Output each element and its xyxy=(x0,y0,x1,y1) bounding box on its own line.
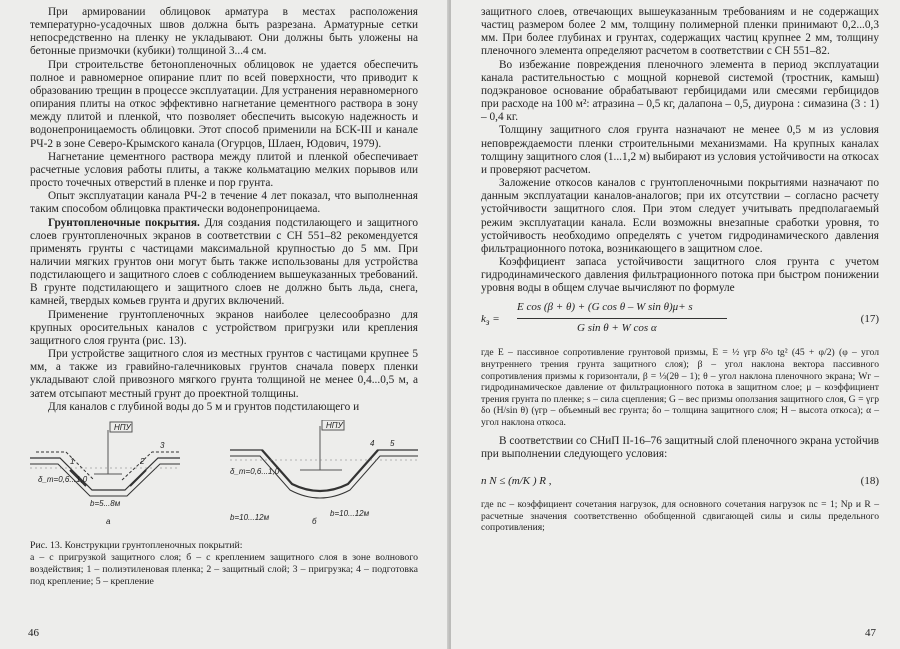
left-text-column xyxy=(30,6,418,588)
figure-13-drawing xyxy=(30,420,418,536)
figure-caption xyxy=(30,540,418,588)
dimension-label: b=5...8м xyxy=(90,498,121,508)
formula-explanation: где nс – коэффициент сочетания нагрузок, для основного сочетания нагрузок nс = 1; Nр и R – расчетные значения соответственно обобщенной сдвигающей силы и силы предельного сопротивления; xyxy=(481,498,879,534)
page-number-left: 46 xyxy=(28,627,39,639)
paragraph: Опыт эксплуатации канала РЧ-2 в течение 4 лет показал, что выполненная таким способом облицовка практически водонепроницаема. xyxy=(30,190,418,216)
formula-lhs: $k_з$ = xyxy=(481,313,500,328)
npu-label-b: НПУ xyxy=(326,420,343,430)
formula-17 xyxy=(481,301,879,341)
page-number-right: 47 xyxy=(865,627,876,639)
formula-number: (18) xyxy=(860,474,879,487)
section-heading: Грунтопленочные покрытия. xyxy=(48,216,200,229)
section-text: Для создания подстилающего и защитного слоев грунтопленочных экранов в соответствии с СН 551–82 рекомендуется применять грунты с частицами максимальной крупностью до 5 мм. При наличии мягких грунтов они могут быть также использованы для устройства подстилающего и защитного слоев с соблюдением вышеуказанных требований. В грунте подстилающего и защитного слоев не должно быть льда, снега, камней, твердых комьев грунта и других включений. xyxy=(30,216,418,308)
section-paragraph xyxy=(30,217,418,309)
paragraph: При строительстве бетонопленочных облицовок не удается обеспечить полное и равномерное опирание плит по всей поверхности, что приводит к образованию трещин в процессе эксплуатации. Для устранения неравномерного опирания плиты на откос эффективно нагнетание цементного раствора в зону между плитой и пленкой, что позволяет обеспечить высокую надежность и водонепроницаемость облицовки. Этот способ применили на БСК-III и канале РЧ-2 в зоне Северо-Крымского канала (Огурцов, Шлаен, Юдович, 1979). xyxy=(30,58,418,150)
paragraph: В соответствии со СНиП II-16–76 защитный слой пленочного экрана устойчив при выполнении следующего условия: xyxy=(481,434,879,460)
paragraph: Во избежание повреждения пленочного элемента в период эксплуатации канала растительностью с мощной корневой системой (тростник, камыш) подэкрановое основание обрабатывают гербицидами или смесями гербицидов при расходе на 100 м²: атразина – 0,5 кг, далапона – 0,5, диурона : симазина (3 : 1) – 0,4 кг. xyxy=(481,58,879,124)
figure-number: 5 xyxy=(390,438,395,448)
npu-label-a: НПУ xyxy=(114,422,131,432)
figure-number: 1 xyxy=(70,456,75,466)
caption-text: а – с пригрузкой защитного слоя; б – с креплением защитного слоя в зоне волнового воздействия; 1 – полиэтиленовая пленка; 2 – защитный слой; 3 – пригрузка; 4 – подготовка под крепление; 5 – крепление xyxy=(30,551,418,587)
paragraph: При армировании облицовок арматура в местах расположения температурно-усадочных швов должна быть разрезана. Арматурные сетки непосредственно на пленку не укладывают. Они должны быть уложены на бетонные призмочки (кубики) толщиной 3...4 см. xyxy=(30,6,418,58)
figure-number: 3 xyxy=(160,440,165,450)
figure-13 xyxy=(30,420,418,536)
paragraph: Применение грунтопленочных экранов наиболее целесообразно для крупных оросительных каналов с устройством пригрузки или крепления защитного слоя грунта (рис. 13). xyxy=(30,308,418,347)
paragraph: Толщину защитного слоя грунта назначают не менее 0,5 м из условия неповреждаемости пленки строительными механизмами. На крупных каналах толщину защитного слоя (1...1,2 м) выбирают из условия устойчивости на откосах и проверяют расчетом. xyxy=(481,124,879,176)
formula-number: (17) xyxy=(860,313,879,326)
caption-title: Рис. 13. Конструкции грунтопленочных покрытий: xyxy=(30,539,243,551)
formula-numerator: E cos (β + θ) + (G cos θ – W sin θ)μ+ s xyxy=(517,301,693,314)
figure-number: 2 xyxy=(140,456,145,466)
subfigure-label-b: б xyxy=(312,516,317,526)
dimension-label: b=10...12м xyxy=(330,508,370,518)
paragraph: защитного слоев, отвечающих вышеуказанным требованиям и не содержащих частиц размером более 2 мм, толщину полимерной пленки принимают 0,2...0,3 мм. При более глубинах и грунтах, содержащих частиц крупнее 2 мм, толщину пленочного элемента определяют расчетом в соответствии с СН 551–82. xyxy=(481,6,879,58)
subfigure-label-a: а xyxy=(106,516,111,526)
dimension-label: δ_т=0,6...1,0 xyxy=(38,474,88,484)
paragraph: Нагнетание цементного раствора между плитой и пленкой обеспечивает расчетные условия работы плиты, а также кольматацию мелких порывов или просто точечных отверстий в пленке и пор грунта. xyxy=(30,150,418,190)
paragraph: Коэффициент запаса устойчивости защитного слоя грунта с учетом гидродинамического давления фильтрационного потока при быстром понижении уровня воды в общем случае вычисляют по формуле xyxy=(481,255,879,295)
formula-18 xyxy=(481,471,879,493)
formula-explanation: где E – пассивное сопротивление грунтовой призмы, E = ½ γгр δ²о tg² (45 + φ/2) (φ – угол внутреннего трения грунта защитного слоя); β – угол наклона вектора пассивного сопротивления призмы к горизонтали, β = ⅓(2θ – 1); θ – угол наклона пленочного экрана; Wг – гидродинамическое давление от фильтрационного потока в защитном слое; μ – коэффициент трения грунта по пленке; s – сила сцепления; G – вес призмы оползания защитного слоя, G = γгр δо (H/sin θ) (γгр – объемный вес грунта; δо – толщина защитного слоя; H – высота откоса); α – угол наклона откоса. xyxy=(481,347,879,428)
dimension-label: δ_т=0,6...1,0 xyxy=(230,466,280,476)
left-page xyxy=(0,0,449,649)
figure-number: 4 xyxy=(370,438,375,448)
right-page xyxy=(451,0,900,649)
paragraph: Заложение откосов каналов с грунтопленочными покрытиями назначают по данным эксплуатации каналов-аналогов; при их отсутствии – согласно расчету устойчивости защитного слоя. При этом следует учитывать предполагаемый режим эксплуатации канала. Если возможны внезапные сработки уровня, то устойчивость необходимо определять с учетом гидродинамического давления фильтрационного потока, возникающего в защитном слое. xyxy=(481,177,879,255)
formula-18-text: n N ≤ (m/K ) R , xyxy=(481,474,552,487)
dimension-label: b=10...12м xyxy=(230,512,270,522)
right-text-column xyxy=(481,6,879,534)
paragraph: Для каналов с глубиной воды до 5 м и грунтов подстилающего и xyxy=(48,400,360,413)
formula-denominator: G sin θ + W cos α xyxy=(577,322,657,335)
paragraph: При устройстве защитного слоя из местных грунтов с частицами крупнее 5 мм, а также из гравийно-галечниковых грунтов сначала поверх пленки укладывают слой привозного мягкого грунта толщиной не менее 0,4...0,5 м, а затем отсыпают местный грунт до проектной толщины. xyxy=(30,348,418,400)
